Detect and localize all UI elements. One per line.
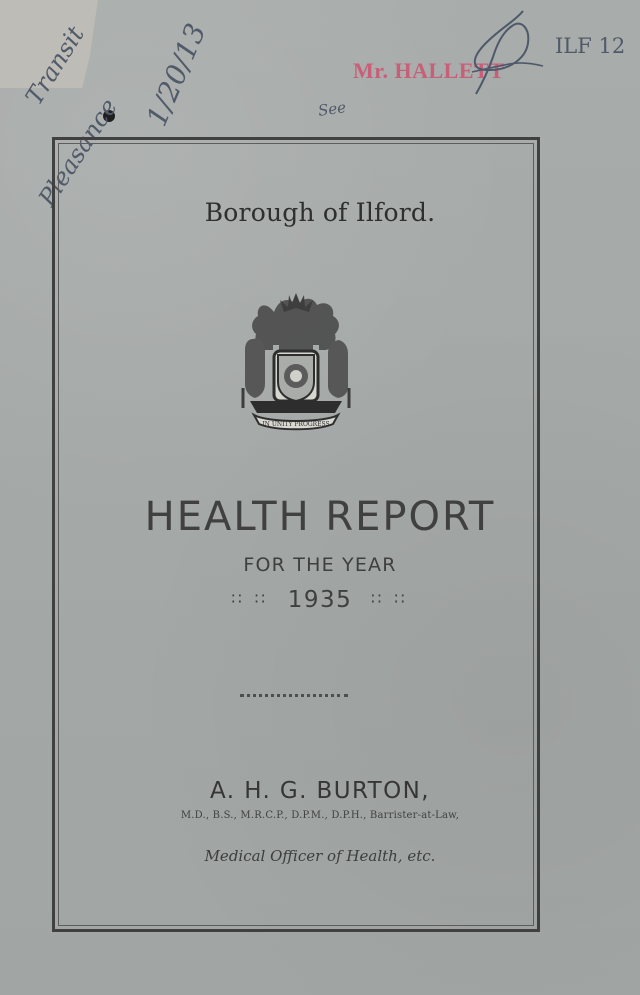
year-left-ornament: ∷ ∷: [231, 589, 269, 608]
author-role: Medical Officer of Health, etc.: [204, 847, 436, 865]
name-stamp: Mr. HALLETT: [353, 58, 505, 83]
author-name: A. H. G. BURTON,: [210, 778, 430, 804]
handwritten-note-1: Transit: [20, 21, 90, 110]
catalog-code: ILF 12: [555, 34, 626, 58]
report-year: 1935: [287, 587, 353, 613]
borough-crest-icon: [234, 292, 358, 437]
handwritten-note-2: Pleasance: [33, 93, 123, 212]
dotted-divider: [240, 694, 348, 697]
report-title: HEALTH REPORT: [144, 494, 496, 540]
report-subtitle: FOR THE YEAR: [243, 554, 397, 576]
scribble-mark: [436, 8, 554, 100]
borough-title: Borough of Ilford.: [204, 198, 436, 227]
handwritten-note-3: 1/20/13: [140, 18, 213, 131]
report-year-line: [0, 587, 640, 613]
author-credentials: M.D., B.S., M.R.C.P., D.P.M., D.P.H., Barrister-at-Law,: [180, 810, 460, 821]
handwritten-note-4: See: [316, 98, 348, 120]
crest-motto: IN UNITY PROGRESS: [262, 421, 330, 428]
year-right-ornament: ∷ ∷: [371, 589, 409, 608]
